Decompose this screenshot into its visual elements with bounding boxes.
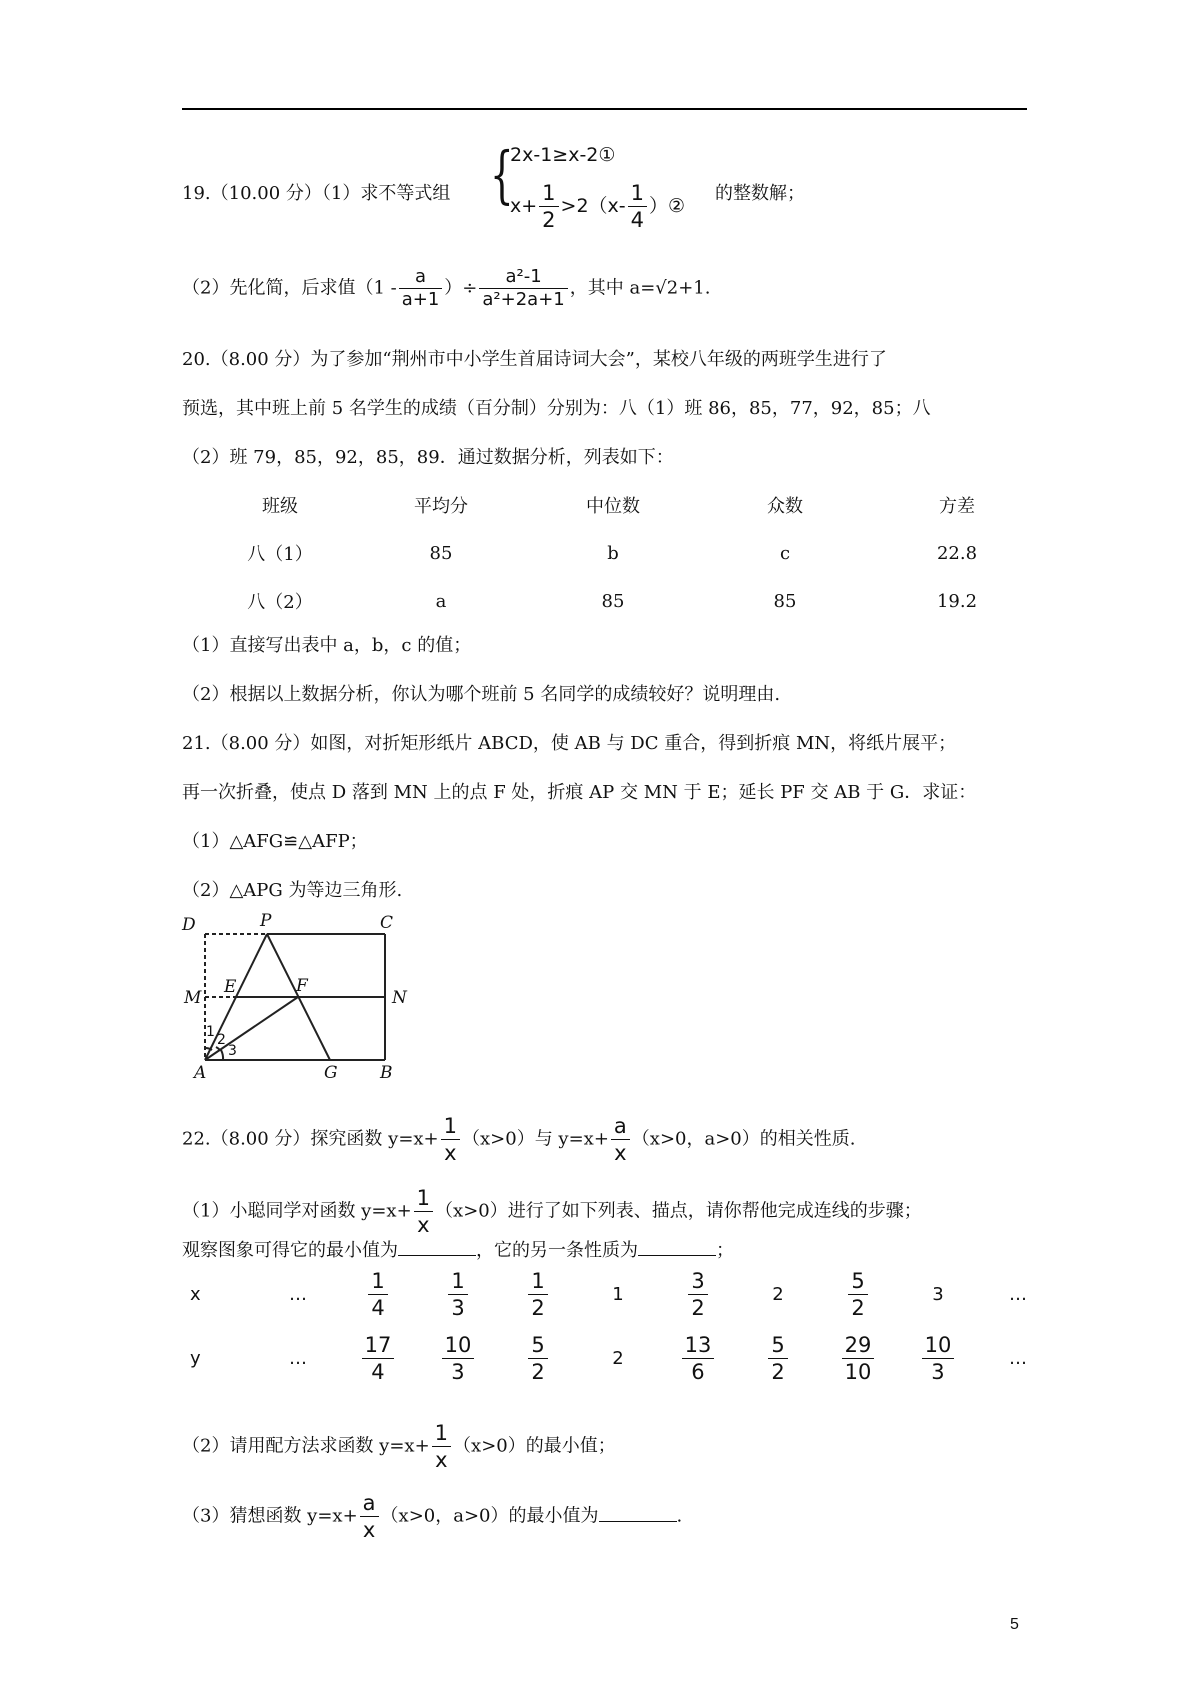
label-d: D	[182, 915, 196, 935]
y-value-cell: $\frac{10}{3}$	[418, 1326, 498, 1390]
table-cell: 85	[773, 590, 797, 612]
table-cell: 85	[601, 590, 625, 612]
table-cell: 85	[429, 542, 453, 564]
x-value-cell: $\frac{1}{4}$	[338, 1262, 418, 1326]
x-value-cell: …	[1009, 1283, 1027, 1305]
x-value-cell: $\frac{1}{3}$	[418, 1262, 498, 1326]
label-m: M	[184, 988, 202, 1008]
q20-line2: 预选，其中班上前 5 名学生的成绩（百分制）分别为：八（1）班 86，85，77，92，85；八	[182, 398, 931, 419]
x-value-cell: $\frac{5}{2}$	[818, 1262, 898, 1326]
q22-part2: （2）请用配方法求函数 y=x+ $\frac{1}{x}$ （x>0）的最小值；	[182, 1421, 616, 1472]
table-cell: 19.2	[936, 590, 978, 612]
q19-line1	[182, 181, 450, 207]
label-b: B	[380, 1063, 393, 1083]
label-p: P	[260, 911, 272, 931]
table-row	[205, 529, 1043, 577]
y-value-cell: $\frac{5}{2}$	[738, 1326, 818, 1390]
q19-line1-suffix: 的整数解；	[715, 183, 805, 204]
label-angle-1: 1	[206, 1024, 215, 1040]
page-number: 5	[1010, 1616, 1019, 1633]
fraction-a-over-a1: $\frac{a}{a+1}$	[399, 266, 443, 311]
table-cell: c	[779, 542, 791, 564]
q20-line3: （2）班 79，85，92，85，89．通过数据分析，列表如下：	[182, 447, 674, 468]
stats-table	[205, 481, 1043, 625]
q22-part1: （1）小聪同学对函数 y=x+ $\frac{1}{x}$ （x>0）进行了如下列表、描点，请你帮他完成连线的步骤；	[182, 1186, 922, 1237]
label-f: F	[296, 976, 308, 996]
table-header: 众数	[767, 496, 803, 517]
label-e: E	[224, 977, 237, 997]
y-value-cell: $\frac{13}{6}$	[658, 1326, 738, 1390]
x-value-cell: 2	[772, 1283, 784, 1305]
label-a: A	[194, 1063, 207, 1083]
q20-part1: （1）直接写出表中 a，b，c 的值；	[182, 635, 472, 656]
table-cell: b	[607, 542, 619, 564]
table-cell: 八（1）	[247, 544, 313, 565]
label-angle-3: 3	[228, 1043, 237, 1059]
table-header: 平均分	[414, 496, 468, 517]
x-value-cell: $\frac{1}{2}$	[498, 1262, 578, 1326]
y-value-cell: …	[289, 1347, 307, 1369]
table-row	[205, 577, 1043, 625]
x-label: x	[190, 1283, 201, 1305]
answer-blank[interactable]	[599, 1505, 677, 1522]
answer-blank[interactable]	[638, 1239, 716, 1256]
q19-prefix: 19.（10.00 分）（1）求不等式组	[182, 183, 451, 204]
segment-af	[205, 997, 298, 1060]
label-angle-2: 2	[217, 1032, 226, 1048]
q21-part1: （1）△AFG≌△AFP；	[182, 831, 368, 852]
y-value-cell: $\frac{29}{10}$	[818, 1326, 898, 1390]
x-value-cell: $\frac{3}{2}$	[658, 1262, 738, 1326]
x-value-cell: …	[289, 1283, 307, 1305]
q22-part3: （3）猜想函数 y=x+ $\frac{a}{x}$ （x>0，a>0）的最小值为 .	[182, 1491, 683, 1542]
geometry-figure	[180, 908, 420, 1083]
x-value-cell: 3	[932, 1283, 944, 1305]
inequality-1: 2x-1≥x-2①	[510, 144, 616, 166]
table-header: 中位数	[586, 496, 640, 517]
q21-part2: （2）△APG 为等边三角形.	[182, 880, 403, 901]
table-header: 方差	[939, 496, 975, 517]
q22-part1-line2: 观察图象可得它的最小值为 ，它的另一条性质为 ；	[182, 1240, 734, 1261]
label-n: N	[392, 988, 407, 1008]
y-value-cell: …	[1009, 1347, 1027, 1369]
table-cell: a	[435, 590, 447, 612]
table-header-row	[205, 481, 1043, 529]
y-value-cell: 2	[612, 1347, 624, 1369]
angle-arc-3	[221, 1050, 223, 1060]
table-cell: 八（2）	[247, 592, 313, 613]
q21-line2: 再一次折叠，使点 D 落到 MN 上的点 F 处，折痕 AP 交 MN 于 E；延长 PF 交 AB 于 G．求证：	[182, 782, 977, 803]
y-value-cell: $\frac{17}{4}$	[338, 1326, 418, 1390]
q19-part2: （2）先化简，后求值（1 - $\frac{a}{a+1}$ ）÷ $\frac{\text{a²-1}}{\text{a²+2a+1}}$ ，其中 a=√2+1.	[182, 266, 711, 310]
fraction-a2: $\frac{\text{a²-1}}{\text{a²+2a+1}}$	[479, 266, 567, 311]
q20-part2: （2）根据以上数据分析，你认为哪个班前 5 名同学的成绩较好？说明理由.	[182, 684, 781, 705]
header-rule	[182, 108, 1027, 110]
table-row-y	[190, 1326, 1058, 1390]
label-g: G	[324, 1063, 338, 1083]
y-value-cell: $\frac{5}{2}$	[498, 1326, 578, 1390]
q22-line1: 22.（8.00 分）探究函数 y=x+ $\frac{1}{x}$ （x>0）与 y=x+ $\frac{a}{x}$ （x>0，a>0）的相关性质.	[182, 1114, 856, 1165]
x-value-cell: 1	[612, 1283, 624, 1305]
table-cell: 22.8	[936, 542, 978, 564]
answer-blank[interactable]	[398, 1239, 476, 1256]
table-row-x	[190, 1262, 1058, 1326]
label-c: C	[380, 913, 394, 933]
xy-table	[190, 1262, 1058, 1390]
angle-arc-1	[205, 1048, 212, 1050]
y-label: y	[190, 1347, 201, 1369]
q20-line1: 20.（8.00 分）为了参加“荆州市中小学生首届诗词大会”，某校八年级的两班学生进行了	[182, 349, 887, 370]
y-value-cell: $\frac{10}{3}$	[898, 1326, 978, 1390]
table-header: 班级	[262, 496, 298, 517]
q21-line1: 21.（8.00 分）如图，对折矩形纸片 ABCD，使 AB 与 DC 重合，得到折痕 MN，将纸片展平；	[182, 733, 957, 754]
inequality-2: x+ $\frac{1}{2}$ >2（x- $\frac{1}{4}$ ）②	[510, 181, 686, 232]
